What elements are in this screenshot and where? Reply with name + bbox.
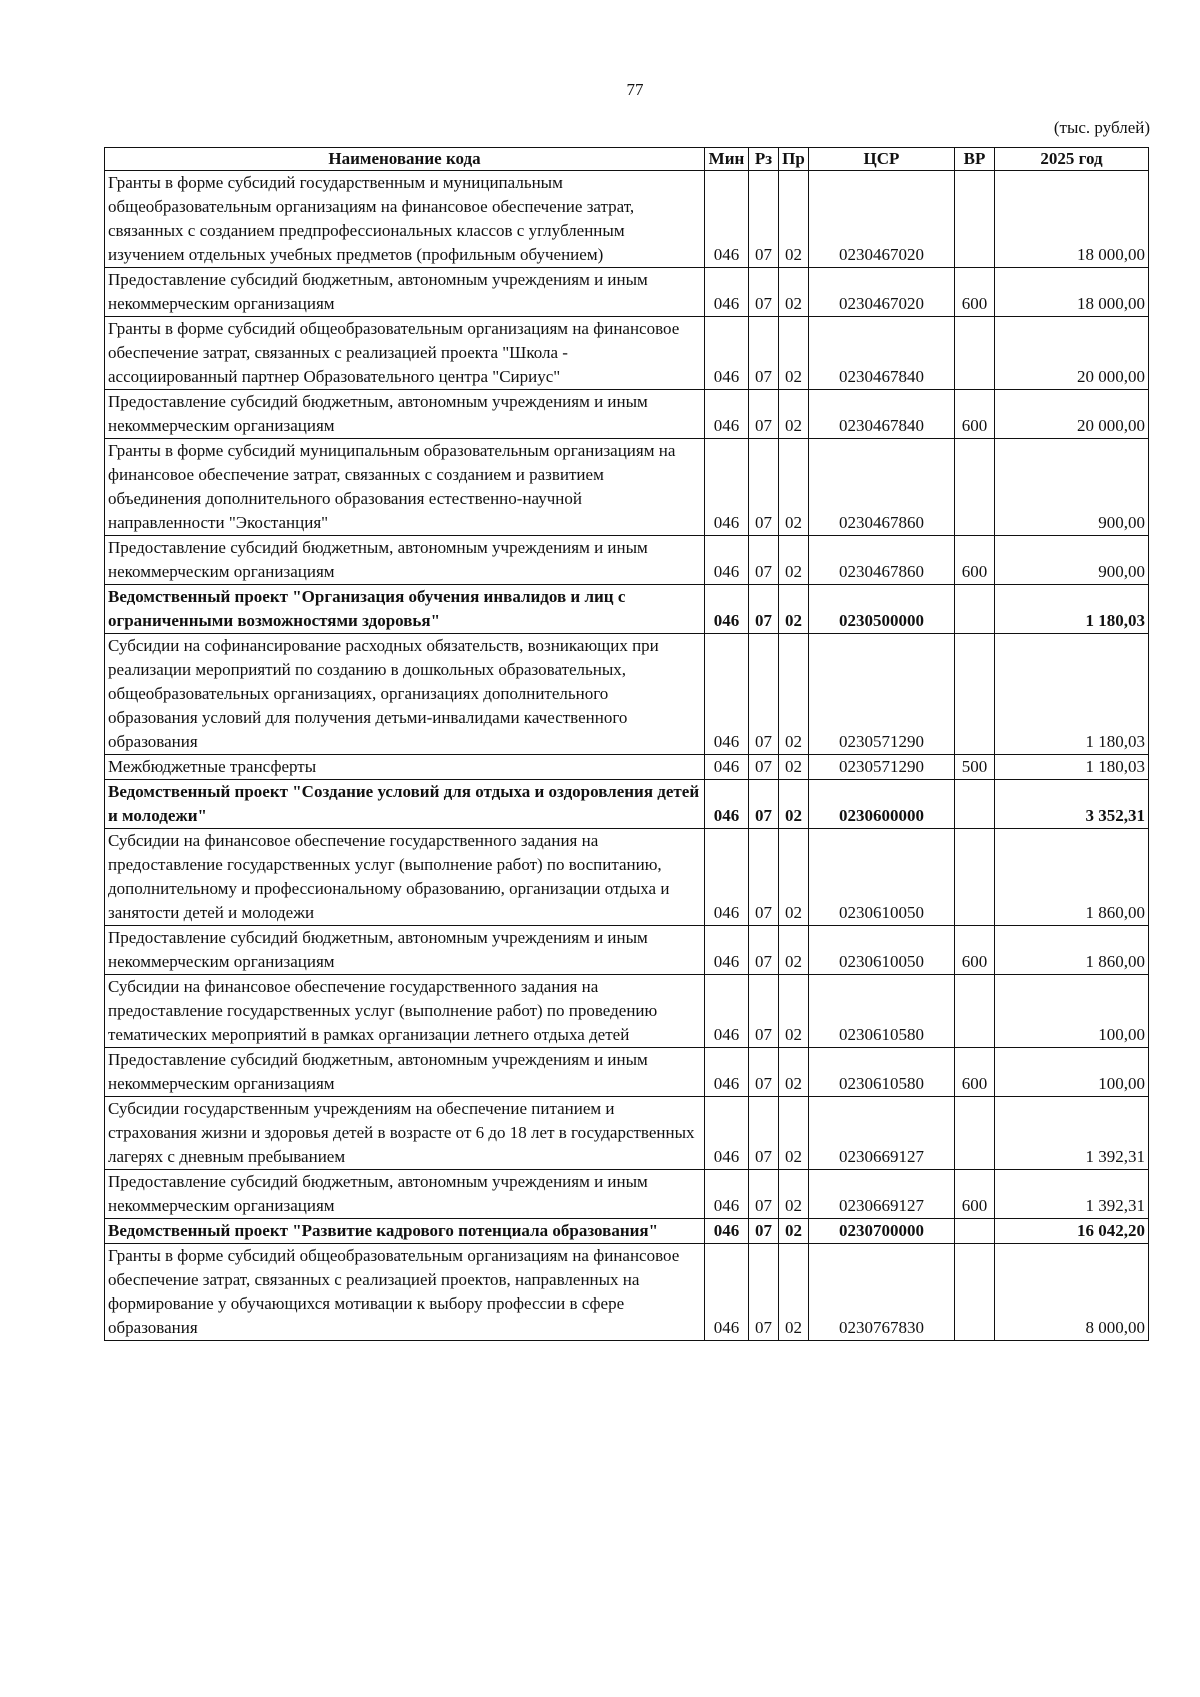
row-rz-cell: 07 bbox=[749, 268, 779, 317]
row-csr-cell: 0230610580 bbox=[809, 1048, 955, 1097]
row-name-cell: Ведомственный проект "Организация обучения инвалидов и лиц с ограниченными возможностями здоровья" bbox=[105, 585, 705, 634]
row-vr-cell bbox=[955, 975, 995, 1048]
column-header-min: Мин bbox=[705, 148, 749, 171]
row-rz-cell: 07 bbox=[749, 1048, 779, 1097]
row-csr-cell: 0230500000 bbox=[809, 585, 955, 634]
row-min-cell: 046 bbox=[705, 268, 749, 317]
table-row bbox=[105, 634, 1149, 755]
row-rz-cell: 07 bbox=[749, 536, 779, 585]
table-row bbox=[105, 390, 1149, 439]
row-vr-cell bbox=[955, 439, 995, 536]
row-pr-cell: 02 bbox=[779, 317, 809, 390]
row-vr-cell bbox=[955, 634, 995, 755]
row-vr-cell: 500 bbox=[955, 755, 995, 780]
table-row bbox=[105, 268, 1149, 317]
row-vr-cell: 600 bbox=[955, 536, 995, 585]
row-min-cell: 046 bbox=[705, 439, 749, 536]
row-min-cell: 046 bbox=[705, 1219, 749, 1244]
row-amount-cell: 8 000,00 bbox=[995, 1244, 1149, 1341]
row-name-cell: Предоставление субсидий бюджетным, автономным учреждениям и иным некоммерческим организациям bbox=[105, 536, 705, 585]
row-pr-cell: 02 bbox=[779, 1170, 809, 1219]
row-csr-cell: 0230610050 bbox=[809, 926, 955, 975]
row-rz-cell: 07 bbox=[749, 317, 779, 390]
row-name-cell: Предоставление субсидий бюджетным, автономным учреждениям и иным некоммерческим организациям bbox=[105, 926, 705, 975]
row-rz-cell: 07 bbox=[749, 439, 779, 536]
row-vr-cell: 600 bbox=[955, 390, 995, 439]
row-rz-cell: 07 bbox=[749, 1244, 779, 1341]
column-header-name: Наименование кода bbox=[105, 148, 705, 171]
row-csr-cell: 0230467840 bbox=[809, 317, 955, 390]
row-vr-cell bbox=[955, 1097, 995, 1170]
row-csr-cell: 0230669127 bbox=[809, 1170, 955, 1219]
row-min-cell: 046 bbox=[705, 1097, 749, 1170]
row-pr-cell: 02 bbox=[779, 755, 809, 780]
column-header-pr: Пр bbox=[779, 148, 809, 171]
row-rz-cell: 07 bbox=[749, 780, 779, 829]
row-rz-cell: 07 bbox=[749, 1219, 779, 1244]
row-rz-cell: 07 bbox=[749, 975, 779, 1048]
row-amount-cell: 1 180,03 bbox=[995, 634, 1149, 755]
row-vr-cell bbox=[955, 1244, 995, 1341]
table-row bbox=[105, 1219, 1149, 1244]
row-name-cell: Субсидии на софинансирование расходных обязательств, возникающих при реализации мероприятий по созданию в дошкольных образовательных, общеобразовательных организациях, организациях дополнительного образования условий для получения детьми-инвалидами качественного образования bbox=[105, 634, 705, 755]
row-min-cell: 046 bbox=[705, 1170, 749, 1219]
row-rz-cell: 07 bbox=[749, 171, 779, 268]
row-pr-cell: 02 bbox=[779, 829, 809, 926]
row-amount-cell: 1 860,00 bbox=[995, 926, 1149, 975]
column-header-vr: ВР bbox=[955, 148, 995, 171]
row-name-cell: Ведомственный проект "Развитие кадрового потенциала образования" bbox=[105, 1219, 705, 1244]
row-rz-cell: 07 bbox=[749, 755, 779, 780]
row-csr-cell: 0230767830 bbox=[809, 1244, 955, 1341]
table-row bbox=[105, 926, 1149, 975]
row-vr-cell bbox=[955, 780, 995, 829]
row-min-cell: 046 bbox=[705, 171, 749, 268]
row-pr-cell: 02 bbox=[779, 268, 809, 317]
row-vr-cell: 600 bbox=[955, 1170, 995, 1219]
row-min-cell: 046 bbox=[705, 1244, 749, 1341]
table-row bbox=[105, 780, 1149, 829]
column-header-rz: Рз bbox=[749, 148, 779, 171]
row-amount-cell: 100,00 bbox=[995, 975, 1149, 1048]
row-pr-cell: 02 bbox=[779, 585, 809, 634]
units-label: (тыс. рублей) bbox=[1053, 118, 1150, 137]
row-vr-cell: 600 bbox=[955, 268, 995, 317]
row-csr-cell: 0230467860 bbox=[809, 439, 955, 536]
row-csr-cell: 0230467020 bbox=[809, 268, 955, 317]
row-pr-cell: 02 bbox=[779, 390, 809, 439]
table-row bbox=[105, 439, 1149, 536]
table-body bbox=[105, 171, 1149, 1341]
row-name-cell: Гранты в форме субсидий общеобразовательным организациям на финансовое обеспечение затрат, связанных с реализацией проекта "Школа - ассоциированный партнер Образовательного центра "Сириус" bbox=[105, 317, 705, 390]
row-name-cell: Субсидии на финансовое обеспечение государственного задания на предоставление государственных услуг (выполнение работ) по проведению тематических мероприятий в рамках организации летнего отдыха детей bbox=[105, 975, 705, 1048]
row-pr-cell: 02 bbox=[779, 780, 809, 829]
row-min-cell: 046 bbox=[705, 975, 749, 1048]
row-amount-cell: 1 860,00 bbox=[995, 829, 1149, 926]
row-name-cell: Гранты в форме субсидий государственным и муниципальным общеобразовательным организациям на финансовое обеспечение затрат, связанных с созданием предпрофессиональных классов с углубленным изучением отдельных учебных предметов (профильным обучением) bbox=[105, 171, 705, 268]
row-pr-cell: 02 bbox=[779, 439, 809, 536]
row-rz-cell: 07 bbox=[749, 1097, 779, 1170]
row-pr-cell: 02 bbox=[779, 1244, 809, 1341]
row-amount-cell: 3 352,31 bbox=[995, 780, 1149, 829]
row-pr-cell: 02 bbox=[779, 926, 809, 975]
table-row bbox=[105, 536, 1149, 585]
row-pr-cell: 02 bbox=[779, 1048, 809, 1097]
row-amount-cell: 1 180,03 bbox=[995, 585, 1149, 634]
row-vr-cell bbox=[955, 829, 995, 926]
row-min-cell: 046 bbox=[705, 585, 749, 634]
row-min-cell: 046 bbox=[705, 755, 749, 780]
table-row bbox=[105, 1048, 1149, 1097]
row-min-cell: 046 bbox=[705, 926, 749, 975]
row-min-cell: 046 bbox=[705, 390, 749, 439]
row-amount-cell: 18 000,00 bbox=[995, 268, 1149, 317]
table-row bbox=[105, 829, 1149, 926]
row-min-cell: 046 bbox=[705, 634, 749, 755]
row-csr-cell: 0230467840 bbox=[809, 390, 955, 439]
table-row bbox=[105, 1097, 1149, 1170]
row-amount-cell: 18 000,00 bbox=[995, 171, 1149, 268]
row-vr-cell: 600 bbox=[955, 1048, 995, 1097]
row-name-cell: Предоставление субсидий бюджетным, автономным учреждениям и иным некоммерческим организациям bbox=[105, 1170, 705, 1219]
row-name-cell: Гранты в форме субсидий общеобразовательным организациям на финансовое обеспечение затрат, связанных с реализацией проектов, направленных на формирование у обучающихся мотивации к выбору профессии в сфере образования bbox=[105, 1244, 705, 1341]
row-amount-cell: 900,00 bbox=[995, 439, 1149, 536]
row-pr-cell: 02 bbox=[779, 1219, 809, 1244]
row-min-cell: 046 bbox=[705, 536, 749, 585]
column-header-year: 2025 год bbox=[995, 148, 1149, 171]
row-name-cell: Межбюджетные трансферты bbox=[105, 755, 705, 780]
row-name-cell: Предоставление субсидий бюджетным, автономным учреждениям и иным некоммерческим организациям bbox=[105, 268, 705, 317]
row-amount-cell: 20 000,00 bbox=[995, 390, 1149, 439]
row-amount-cell: 20 000,00 bbox=[995, 317, 1149, 390]
row-rz-cell: 07 bbox=[749, 1170, 779, 1219]
table-header-row bbox=[105, 148, 1149, 171]
row-name-cell: Ведомственный проект "Создание условий для отдыха и оздоровления детей и молодежи" bbox=[105, 780, 705, 829]
row-vr-cell: 600 bbox=[955, 926, 995, 975]
table-row bbox=[105, 755, 1149, 780]
row-csr-cell: 0230669127 bbox=[809, 1097, 955, 1170]
row-csr-cell: 0230467020 bbox=[809, 171, 955, 268]
row-pr-cell: 02 bbox=[779, 975, 809, 1048]
table-row bbox=[105, 975, 1149, 1048]
column-header-csr: ЦСР bbox=[809, 148, 955, 171]
row-rz-cell: 07 bbox=[749, 926, 779, 975]
row-amount-cell: 100,00 bbox=[995, 1048, 1149, 1097]
row-rz-cell: 07 bbox=[749, 634, 779, 755]
row-min-cell: 046 bbox=[705, 780, 749, 829]
page-number: 77 bbox=[626, 80, 644, 99]
row-csr-cell: 0230571290 bbox=[809, 634, 955, 755]
table-row bbox=[105, 171, 1149, 268]
row-rz-cell: 07 bbox=[749, 585, 779, 634]
row-name-cell: Субсидии государственным учреждениям на обеспечение питанием и страхования жизни и здоровья детей в возрасте от 6 до 18 лет в государственных лагерях с дневным пребыванием bbox=[105, 1097, 705, 1170]
row-rz-cell: 07 bbox=[749, 829, 779, 926]
row-amount-cell: 1 392,31 bbox=[995, 1170, 1149, 1219]
row-csr-cell: 0230467860 bbox=[809, 536, 955, 585]
row-vr-cell bbox=[955, 317, 995, 390]
row-min-cell: 046 bbox=[705, 1048, 749, 1097]
budget-table bbox=[104, 147, 1149, 1341]
row-amount-cell: 900,00 bbox=[995, 536, 1149, 585]
row-vr-cell bbox=[955, 171, 995, 268]
row-amount-cell: 16 042,20 bbox=[995, 1219, 1149, 1244]
table-row bbox=[105, 1170, 1149, 1219]
row-pr-cell: 02 bbox=[779, 171, 809, 268]
row-name-cell: Гранты в форме субсидий муниципальным образовательным организациям на финансовое обеспечение затрат, связанных с созданием и развитием объединения дополнительного образования естественно-научной направленности "Экостанция" bbox=[105, 439, 705, 536]
row-csr-cell: 0230700000 bbox=[809, 1219, 955, 1244]
row-vr-cell bbox=[955, 585, 995, 634]
table-row bbox=[105, 317, 1149, 390]
row-pr-cell: 02 bbox=[779, 1097, 809, 1170]
row-amount-cell: 1 180,03 bbox=[995, 755, 1149, 780]
row-name-cell: Субсидии на финансовое обеспечение государственного задания на предоставление государственных услуг (выполнение работ) по воспитанию, дополнительному и профессиональному образованию, организации отдыха и занятости детей и молодежи bbox=[105, 829, 705, 926]
table-row bbox=[105, 1244, 1149, 1341]
row-name-cell: Предоставление субсидий бюджетным, автономным учреждениям и иным некоммерческим организациям bbox=[105, 1048, 705, 1097]
row-name-cell: Предоставление субсидий бюджетным, автономным учреждениям и иным некоммерческим организациям bbox=[105, 390, 705, 439]
row-vr-cell bbox=[955, 1219, 995, 1244]
row-csr-cell: 0230610050 bbox=[809, 829, 955, 926]
row-csr-cell: 0230610580 bbox=[809, 975, 955, 1048]
row-rz-cell: 07 bbox=[749, 390, 779, 439]
row-pr-cell: 02 bbox=[779, 536, 809, 585]
row-csr-cell: 0230600000 bbox=[809, 780, 955, 829]
row-pr-cell: 02 bbox=[779, 634, 809, 755]
row-min-cell: 046 bbox=[705, 829, 749, 926]
row-min-cell: 046 bbox=[705, 317, 749, 390]
row-amount-cell: 1 392,31 bbox=[995, 1097, 1149, 1170]
table-row bbox=[105, 585, 1149, 634]
row-csr-cell: 0230571290 bbox=[809, 755, 955, 780]
